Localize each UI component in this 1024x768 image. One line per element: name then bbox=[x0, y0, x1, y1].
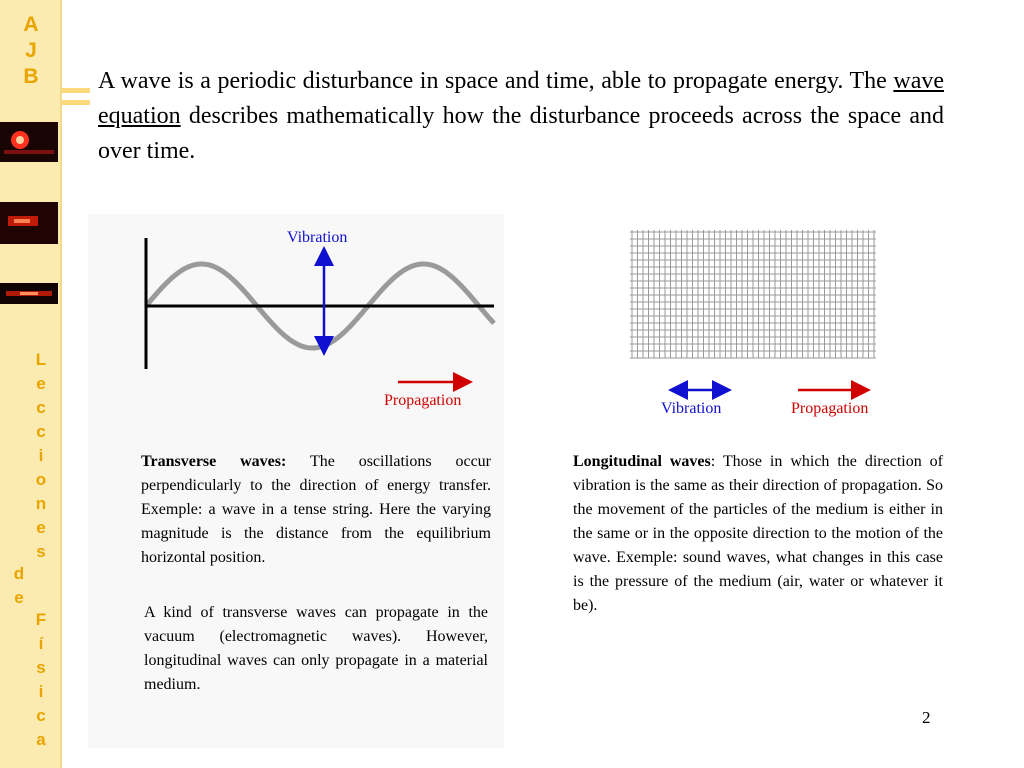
longitudinal-arrows bbox=[660, 380, 890, 400]
sidebar-divider bbox=[60, 0, 62, 768]
longitudinal-waves-term: Longitudinal waves bbox=[573, 453, 711, 470]
longitudinal-waves-description: : Those in which the direction of vibration is the same as their direction of propagation. So the movement of the particles of the medium is either in the same or in the opposite direction to the motion of the wave. Exemple: sound waves, what changes in this case is the pressure of the medium (air, water or whatever it be). bbox=[573, 453, 944, 614]
transverse-vibration-label: Vibration bbox=[287, 229, 348, 246]
vertical-letter: c bbox=[36, 398, 46, 417]
decorative-bar bbox=[62, 100, 90, 105]
logo-letter-b: B bbox=[23, 65, 39, 88]
page-number: 2 bbox=[922, 708, 931, 727]
intro-text-before: A wave is a periodic disturbance in space and time, able to propagate energy. The bbox=[98, 68, 894, 94]
transverse-propagation-label: Propagation bbox=[384, 392, 462, 409]
vertical-letter: a bbox=[36, 730, 46, 749]
thumbnail-red-light bbox=[0, 122, 58, 162]
vertical-letter: s bbox=[36, 658, 46, 677]
intro-text-after: describes mathematically how the disturbance proceeds across the space and over time. bbox=[98, 103, 944, 164]
longitudinal-vibration-label: Vibration bbox=[661, 400, 722, 417]
vertical-letter: e bbox=[36, 518, 46, 537]
vertical-letter: í bbox=[38, 634, 44, 653]
vertical-letter: o bbox=[35, 470, 47, 489]
vertical-letter: i bbox=[38, 682, 44, 701]
logo-letter-j: J bbox=[25, 39, 37, 62]
transverse-waves-paragraph bbox=[141, 450, 491, 570]
longitudinal-propagation-label: Propagation bbox=[791, 400, 869, 417]
wave-equation-link[interactable]: wave equation bbox=[98, 68, 944, 129]
sidebar bbox=[0, 0, 62, 768]
vertical-letter: e bbox=[36, 374, 46, 393]
vertical-letter: n bbox=[35, 494, 47, 513]
vertical-letter: L bbox=[35, 350, 47, 369]
transverse-waves-description: The oscillations occur perpendicularly to the direction of energy transfer. Exemple: a wave in a tense string. Here the varying magnitude is the distance from the equilibrium horizontal position. bbox=[141, 453, 492, 566]
vertical-letter: s bbox=[36, 542, 46, 561]
vertical-letter: F bbox=[35, 610, 47, 629]
longitudinal-waves-paragraph bbox=[573, 450, 943, 618]
vertical-letter: e bbox=[14, 588, 24, 607]
longitudinal-wave-figure bbox=[628, 228, 880, 362]
vertical-letter: i bbox=[38, 446, 44, 465]
thumbnail-spectrum bbox=[0, 202, 58, 244]
vacuum-note-paragraph: A kind of transverse waves can propagate in the vacuum (electromagnetic waves). However, longitudinal waves can only propagate in a material medium. bbox=[144, 604, 488, 693]
transverse-waves-term: Transverse waves: bbox=[141, 453, 287, 470]
decorative-bar bbox=[62, 88, 90, 93]
logo-letter-a: A bbox=[23, 13, 39, 36]
intro-paragraph bbox=[98, 64, 944, 169]
medium-grid bbox=[630, 230, 876, 358]
vertical-letter: c bbox=[36, 422, 46, 441]
vertical-letter: d bbox=[13, 564, 25, 583]
thumbnail-interference bbox=[0, 283, 58, 304]
vertical-letter: c bbox=[36, 706, 46, 725]
